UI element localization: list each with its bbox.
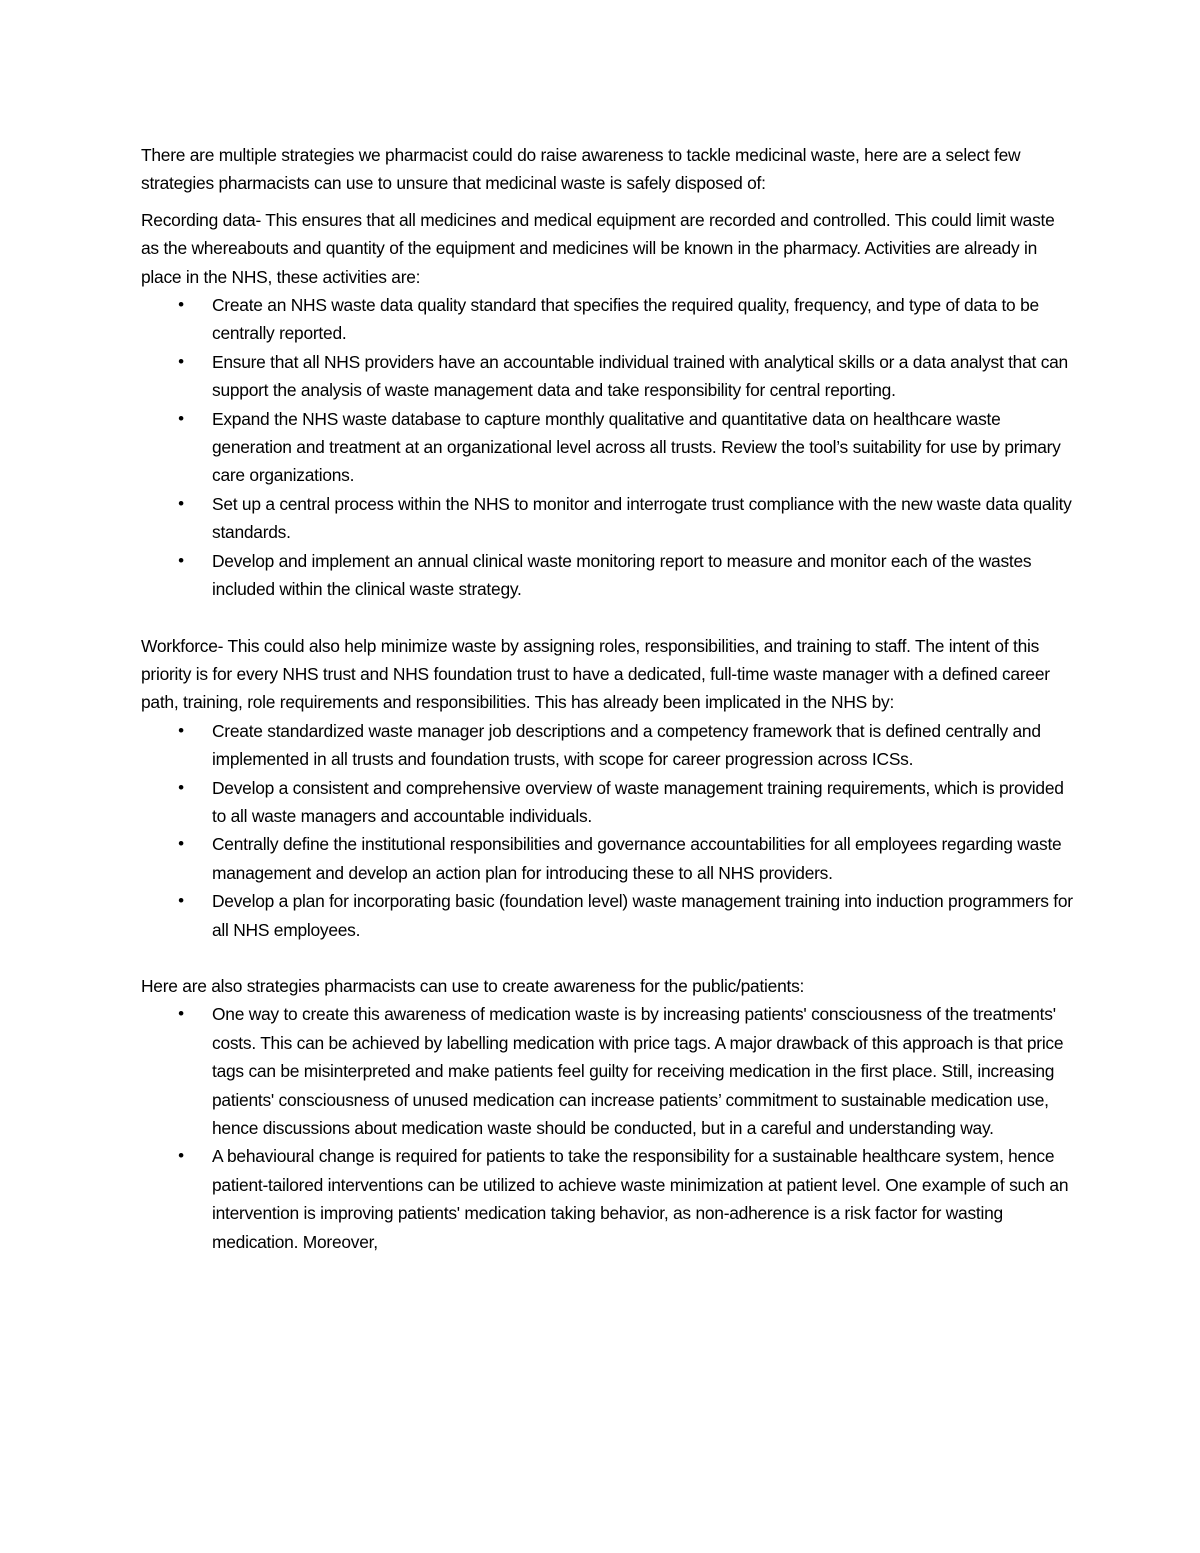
bullet-icon: • (178, 1146, 184, 1166)
document-body (141, 141, 1076, 1256)
list-item: • Develop a plan for incorporating basic (foundation level) waste management training into induction programmers for all NHS employees. (141, 887, 1076, 944)
bullet-icon: • (178, 493, 184, 513)
bullet-icon: • (178, 1004, 184, 1024)
bullet-icon: • (178, 777, 184, 797)
bullet-icon: • (178, 408, 184, 428)
list-item: • Create standardized waste manager job descriptions and a competency framework that is defined centrally and implemented in all trusts and foundation trusts, with scope for career progression across ICSs. (141, 717, 1076, 774)
bullet-icon: • (178, 550, 184, 570)
recording-data-paragraph: Recording data- This ensures that all medicines and medical equipment are recorded and controlled. This could limit waste as the whereabouts and quantity of the equipment and medicines will be known in the pharmacy. Activities are already in place in the NHS, these activities are: (141, 209, 1055, 287)
list-item: • Create an NHS waste data quality standard that specifies the required quality, frequency, and type of data to be centrally reported. (141, 291, 1076, 348)
list-item: • Develop and implement an annual clinical waste monitoring report to measure and monitor each of the wastes included within the clinical waste strategy. (141, 547, 1076, 604)
list-item: • Centrally define the institutional responsibilities and governance accountabilities for all employees regarding waste management and develop an action plan for introducing these to all NHS providers. (141, 830, 1076, 887)
list-item: • Ensure that all NHS providers have an accountable individual trained with analytical skills or a data analyst that can support the analysis of waste management data and take responsibility for central reporting. (141, 348, 1076, 405)
list-item: • Set up a central process within the NHS to monitor and interrogate trust compliance with the new waste data quality standards. (141, 490, 1076, 547)
bullet-icon: • (178, 295, 184, 315)
bullet-icon: • (178, 720, 184, 740)
bullet-icon: • (178, 834, 184, 854)
workforce-list (141, 717, 1076, 944)
public-patients-paragraph: Here are also strategies pharmacists can use to create awareness for the public/patients: (141, 975, 805, 996)
list-item: • A behavioural change is required for patients to take the responsibility for a sustainable healthcare system, hence patient-tailored interventions can be utilized to achieve waste minimization at patient level. One example of such an intervention is improving patients' medication taking behavior, as non-adherence is a risk factor for wasting medication. Moreover, (141, 1142, 1076, 1256)
intro-paragraph: There are multiple strategies we pharmacist could do raise awareness to tackle medicinal waste, here are a select few strategies pharmacists can use to unsure that medicinal waste is safely disposed of: (141, 145, 1021, 194)
list-item: • Expand the NHS waste database to capture monthly qualitative and quantitative data on healthcare waste generation and treatment at an organizational level across all trusts. Review the tool’s suitability for use by primary care organizations. (141, 405, 1076, 490)
workforce-paragraph: Workforce- This could also help minimize waste by assigning roles, responsibilities, and training to staff. The intent of this priority is for every NHS trust and NHS foundation trust to have a dedicated, full-time waste manager with a defined career path, training, role requirements and responsibilities. This has already been implicated in the NHS by: (141, 635, 1050, 713)
recording-data-list (141, 291, 1076, 603)
bullet-icon: • (178, 891, 184, 911)
public-patients-list (141, 1000, 1076, 1256)
list-item: • One way to create this awareness of medication waste is by increasing patients' consciousness of the treatments' costs. This can be achieved by labelling medication with price tags. A major drawback of this approach is that price tags can be misinterpreted and make patients feel guilty for receiving medication in the first place. Still, increasing patients' consciousness of unused medication can increase patients’ commitment to sustainable medication use, hence discussions about medication waste should be conducted, but in a careful and understanding way. (141, 1000, 1076, 1142)
bullet-icon: • (178, 351, 184, 371)
list-item: • Develop a consistent and comprehensive overview of waste management training requirements, which is provided to all waste managers and accountable individuals. (141, 774, 1076, 831)
